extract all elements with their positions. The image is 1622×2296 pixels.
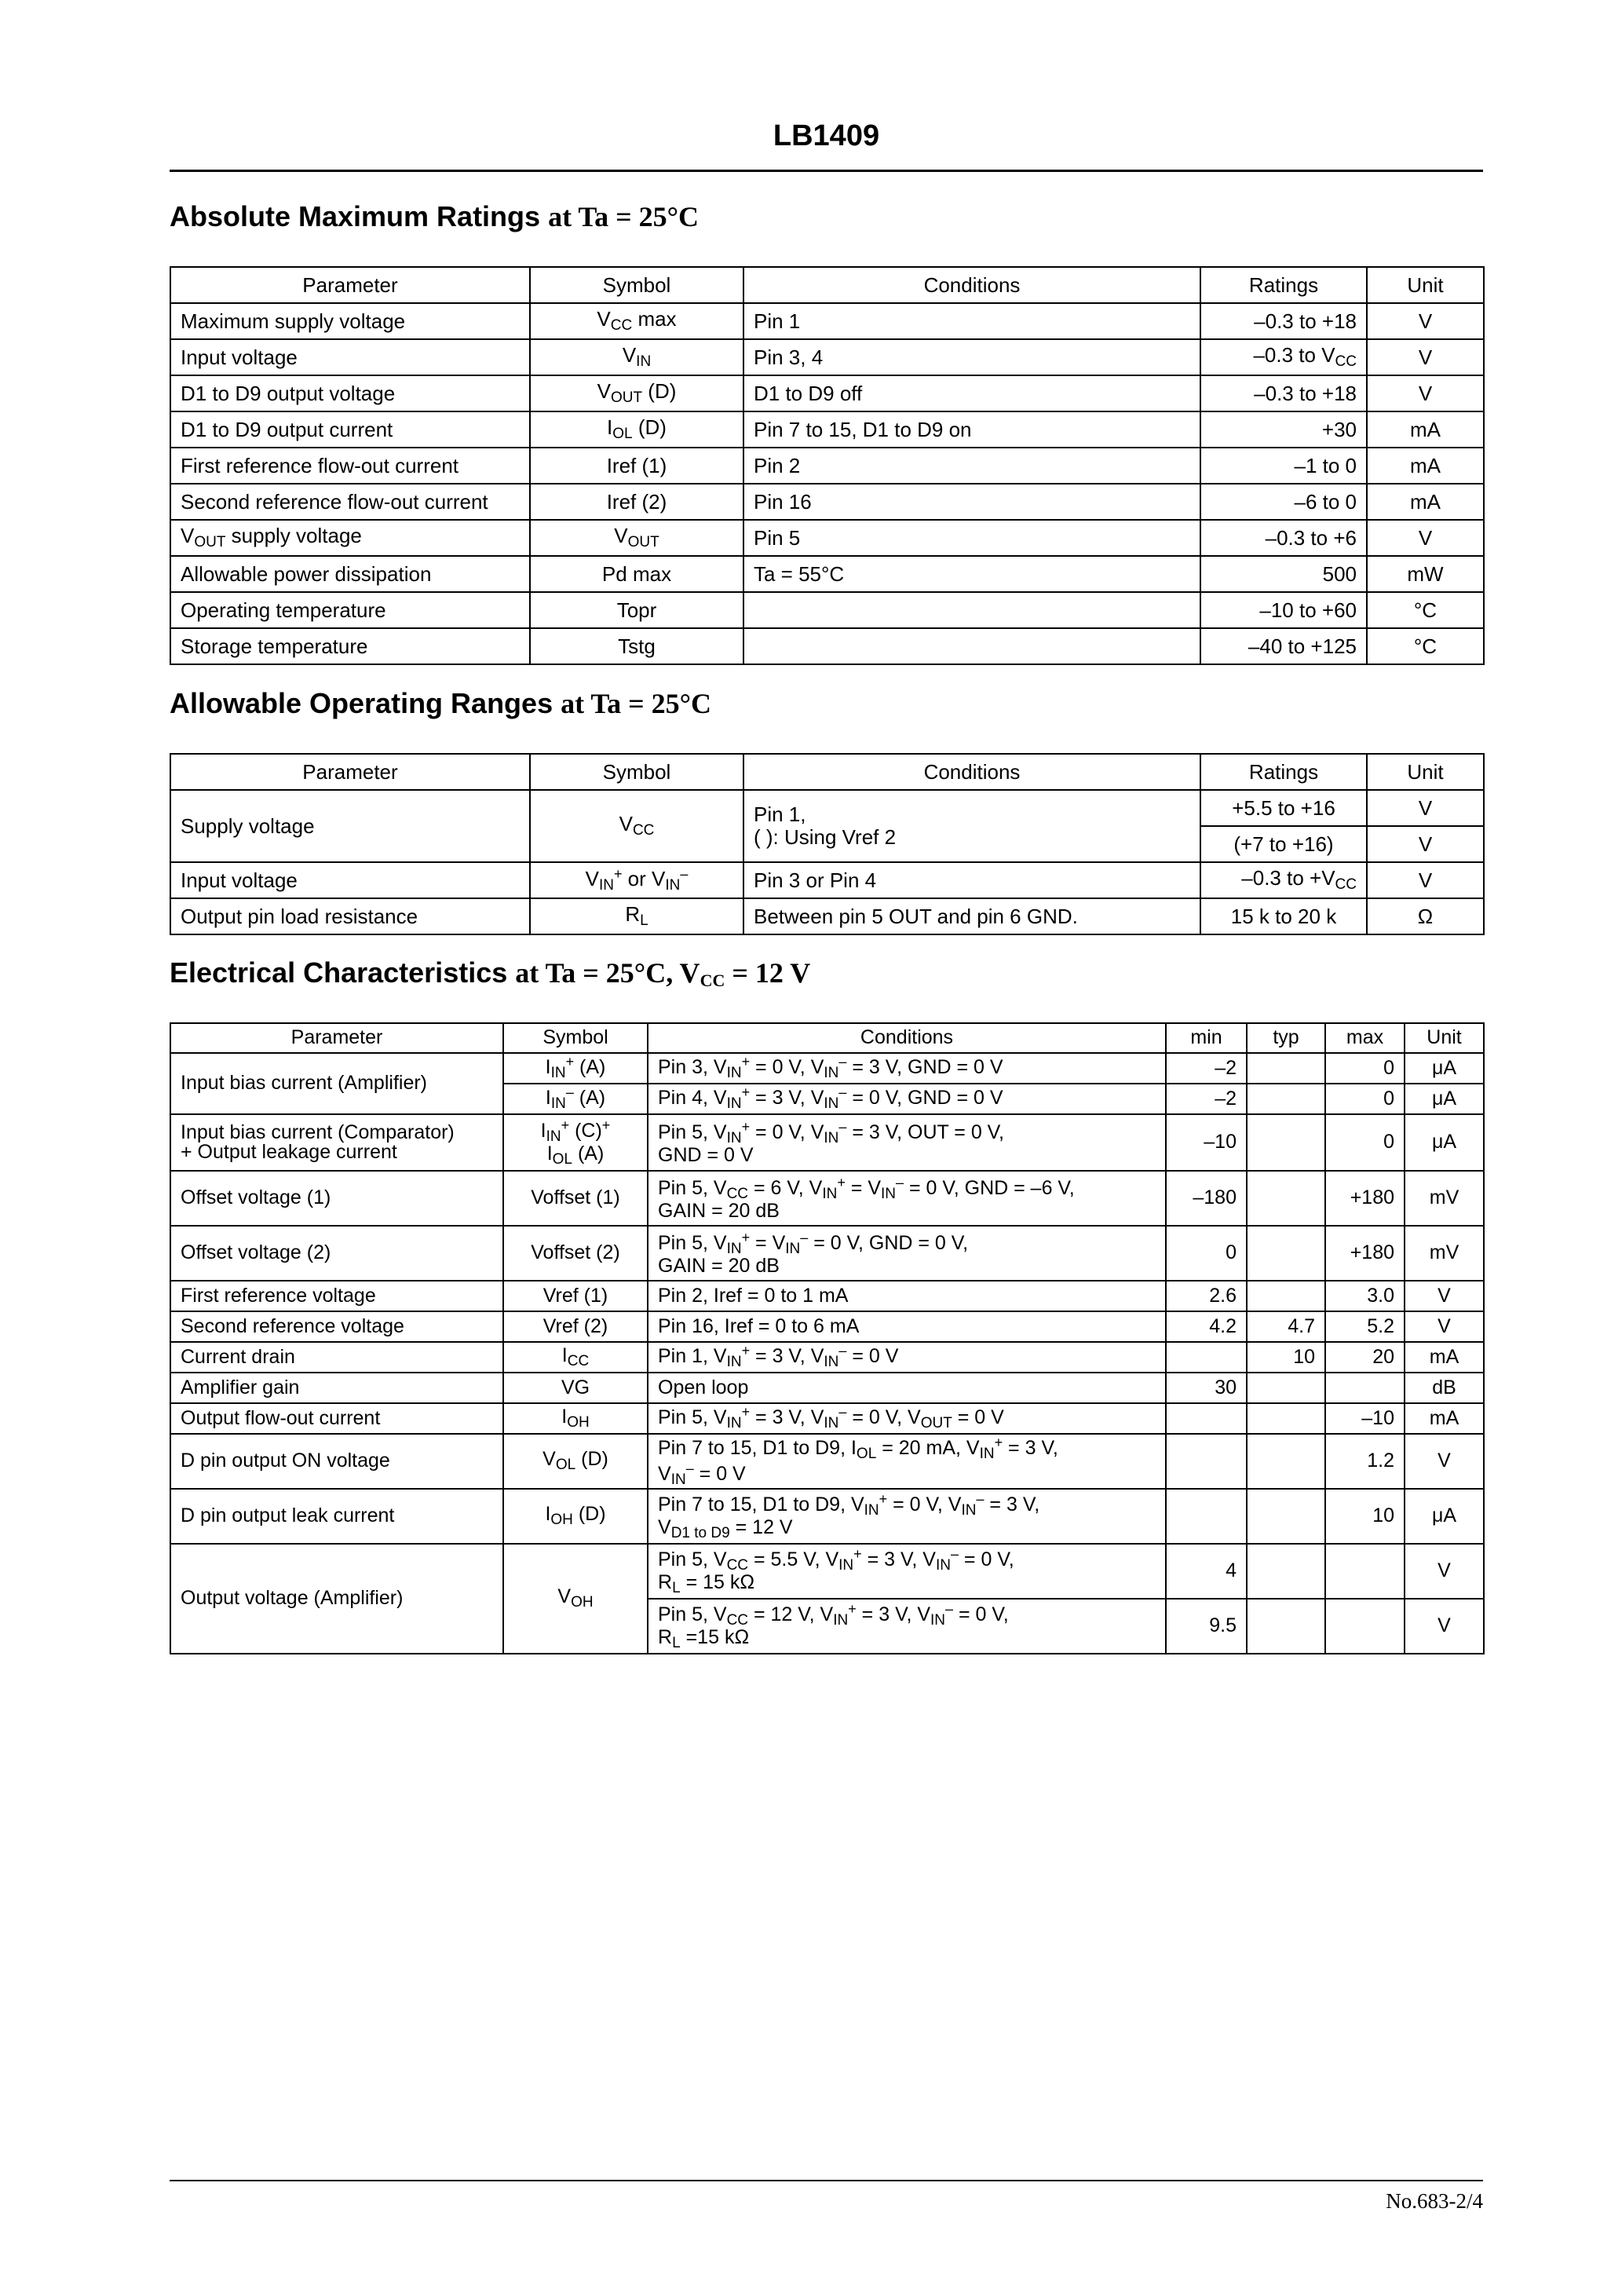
table-row: $I_{IN}^-$ (A) Pin 4, $V_{IN}^+ = 3$ V, $V_{IN}^- = 0$ V, GND = 0 V –2 0 μA xyxy=(170,1084,1484,1114)
table-row: Maximum supply voltage $V_{CC}$ max Pin 1 –0.3 to +18 V xyxy=(170,303,1484,339)
table-row: D1 to D9 output voltage $V_{OUT}$ (D) D1 to D9 off –0.3 to +18 V xyxy=(170,375,1484,411)
footer-rule xyxy=(170,2180,1483,2181)
col-unit: Unit xyxy=(1367,267,1484,303)
op-ranges-table xyxy=(170,753,1485,935)
table-row: Offset voltage (1) Voffset (1) Pin 5, $V_{CC} = 6$ V, $V_{IN}^+ = V_{IN}^- = 0$ V, GND = –6 V, GAIN = 20 dB –180 +180 mV xyxy=(170,1171,1484,1226)
table-header-row xyxy=(170,267,1484,303)
table-row: $V_{OUT}$ supply voltage $V_{OUT}$ Pin 5 –0.3 to +6 V xyxy=(170,520,1484,556)
col-conditions: Conditions xyxy=(743,267,1200,303)
op-ranges-heading: Allowable Operating Ranges at Ta = 25°C xyxy=(170,687,712,719)
col-symbol: Symbol xyxy=(530,267,743,303)
elec-heading: Electrical Characteristics at Ta = 25°C, $V_{CC} = 12$ V xyxy=(170,956,811,990)
table-row: Pin 5, $V_{CC} = 12$ V, $V_{IN}^+ = 3$ V, $V_{IN}^- = 0$ V, $R_L =15$ kΩ 9.5 V xyxy=(170,1599,1484,1654)
table-row: Input bias current (Amplifier) $I_{IN}^+$ (A) Pin 3, $V_{IN}^+ = 0$ V, $V_{IN}^- = 3$ V, GND = 0 V –2 0 μA xyxy=(170,1053,1484,1084)
table-row: Second reference flow-out current Iref (2) Pin 16 –6 to 0 mA xyxy=(170,484,1484,520)
table-row: Input voltage $V_{IN}^+$ or $V_{IN}^-$ Pin 3 or Pin 4 –0.3 to $+V_{CC}$ V xyxy=(170,862,1484,898)
table-row: Second reference voltage Vref (2) Pin 16, Iref = 0 to 6 mA 4.2 4.7 5.2 V xyxy=(170,1311,1484,1342)
table-row: Input voltage $V_{IN}$ Pin 3, 4 –0.3 to $V_{CC}$ V xyxy=(170,339,1484,375)
table-row: Input bias current (Comparator) + Output leakage current $I_{IN}^+$ (C)+ $I_{OL}$ (A) Pin 5, $V_{IN}^+ = 0$ V, $V_{IN}^- = 3$ V, OUT = 0 V, GND = 0 V –10 0 μA xyxy=(170,1114,1484,1171)
page-number: No.683-2/4 xyxy=(1386,2189,1483,2213)
abs-max-table xyxy=(170,266,1485,665)
abs-max-heading: Absolute Maximum Ratings at Ta = 25°C xyxy=(170,200,700,232)
table-row: Storage temperature Tstg –40 to +125 °C xyxy=(170,628,1484,664)
table-row: Output pin load resistance $R_L$ Between pin 5 OUT and pin 6 GND. 15 k to 20 k Ω xyxy=(170,898,1484,934)
table-row: Current drain $I_{CC}$ Pin 1, $V_{IN}^+ = 3$ V, $V_{IN}^- = 0$ V 10 20 mA xyxy=(170,1342,1484,1373)
table-row: Output voltage (Amplifier) $V_{OH}$ Pin 5, $V_{CC} = 5.5$ V, $V_{IN}^+ = 3$ V, $V_{IN}^- = 0$ V, $R_L = 15$ kΩ 4 V xyxy=(170,1544,1484,1599)
table-row: Supply voltage $V_{CC}$ Pin 1, ( ): Using Vref 2 +5.5 to +16 V xyxy=(170,790,1484,826)
table-row: Allowable power dissipation Pd max Ta = 55°C 500 mW xyxy=(170,556,1484,592)
table-row: D pin output ON voltage $V_{OL}$ (D) Pin 7 to 15, D1 to D9, $I_{OL} = 20$ mA, $V_{IN}^+ = 3$ V, $V_{IN}^- = 0$ V 1.2 V xyxy=(170,1434,1484,1489)
table-row: Operating temperature Topr –10 to +60 °C xyxy=(170,592,1484,628)
table-header-row: Parameter Symbol Conditions Ratings Unit xyxy=(170,754,1484,790)
col-parameter: Parameter xyxy=(170,267,530,303)
table-row: First reference flow-out current Iref (1) Pin 2 –1 to 0 mA xyxy=(170,448,1484,484)
elec-table xyxy=(170,1022,1485,1654)
table-row: D pin output leak current $I_{OH}$ (D) Pin 7 to 15, D1 to D9, $V_{IN}^+ = 0$ V, $V_{IN}^- = 3$ V, $V_{D1 to D9} = 12$ V 10 μA xyxy=(170,1489,1484,1544)
table-row: Offset voltage (2) Voffset (2) Pin 5, $V_{IN}^+ = V_{IN}^- = 0$ V, GND = 0 V, GAIN = 20 dB 0 +180 mV xyxy=(170,1226,1484,1281)
document-title: LB1409 xyxy=(773,119,880,152)
col-ratings: Ratings xyxy=(1200,267,1367,303)
table-row: Output flow-out current $I_{OH}$ Pin 5, $V_{IN}^+ = 3$ V, $V_{IN}^- = 0$ V, $V_{OUT} = 0$ V –10 mA xyxy=(170,1403,1484,1434)
table-row: Amplifier gain VG Open loop 30 dB xyxy=(170,1373,1484,1403)
table-row: (+7 to +16) V xyxy=(170,826,1484,862)
header-rule xyxy=(170,170,1483,172)
table-row: D1 to D9 output current $I_{OL}$ (D) Pin 7 to 15, D1 to D9 on +30 mA xyxy=(170,411,1484,448)
table-row: First reference voltage Vref (1) Pin 2, Iref = 0 to 1 mA 2.6 3.0 V xyxy=(170,1281,1484,1311)
table-header-row: Parameter Symbol Conditions min typ max Unit xyxy=(170,1023,1484,1053)
